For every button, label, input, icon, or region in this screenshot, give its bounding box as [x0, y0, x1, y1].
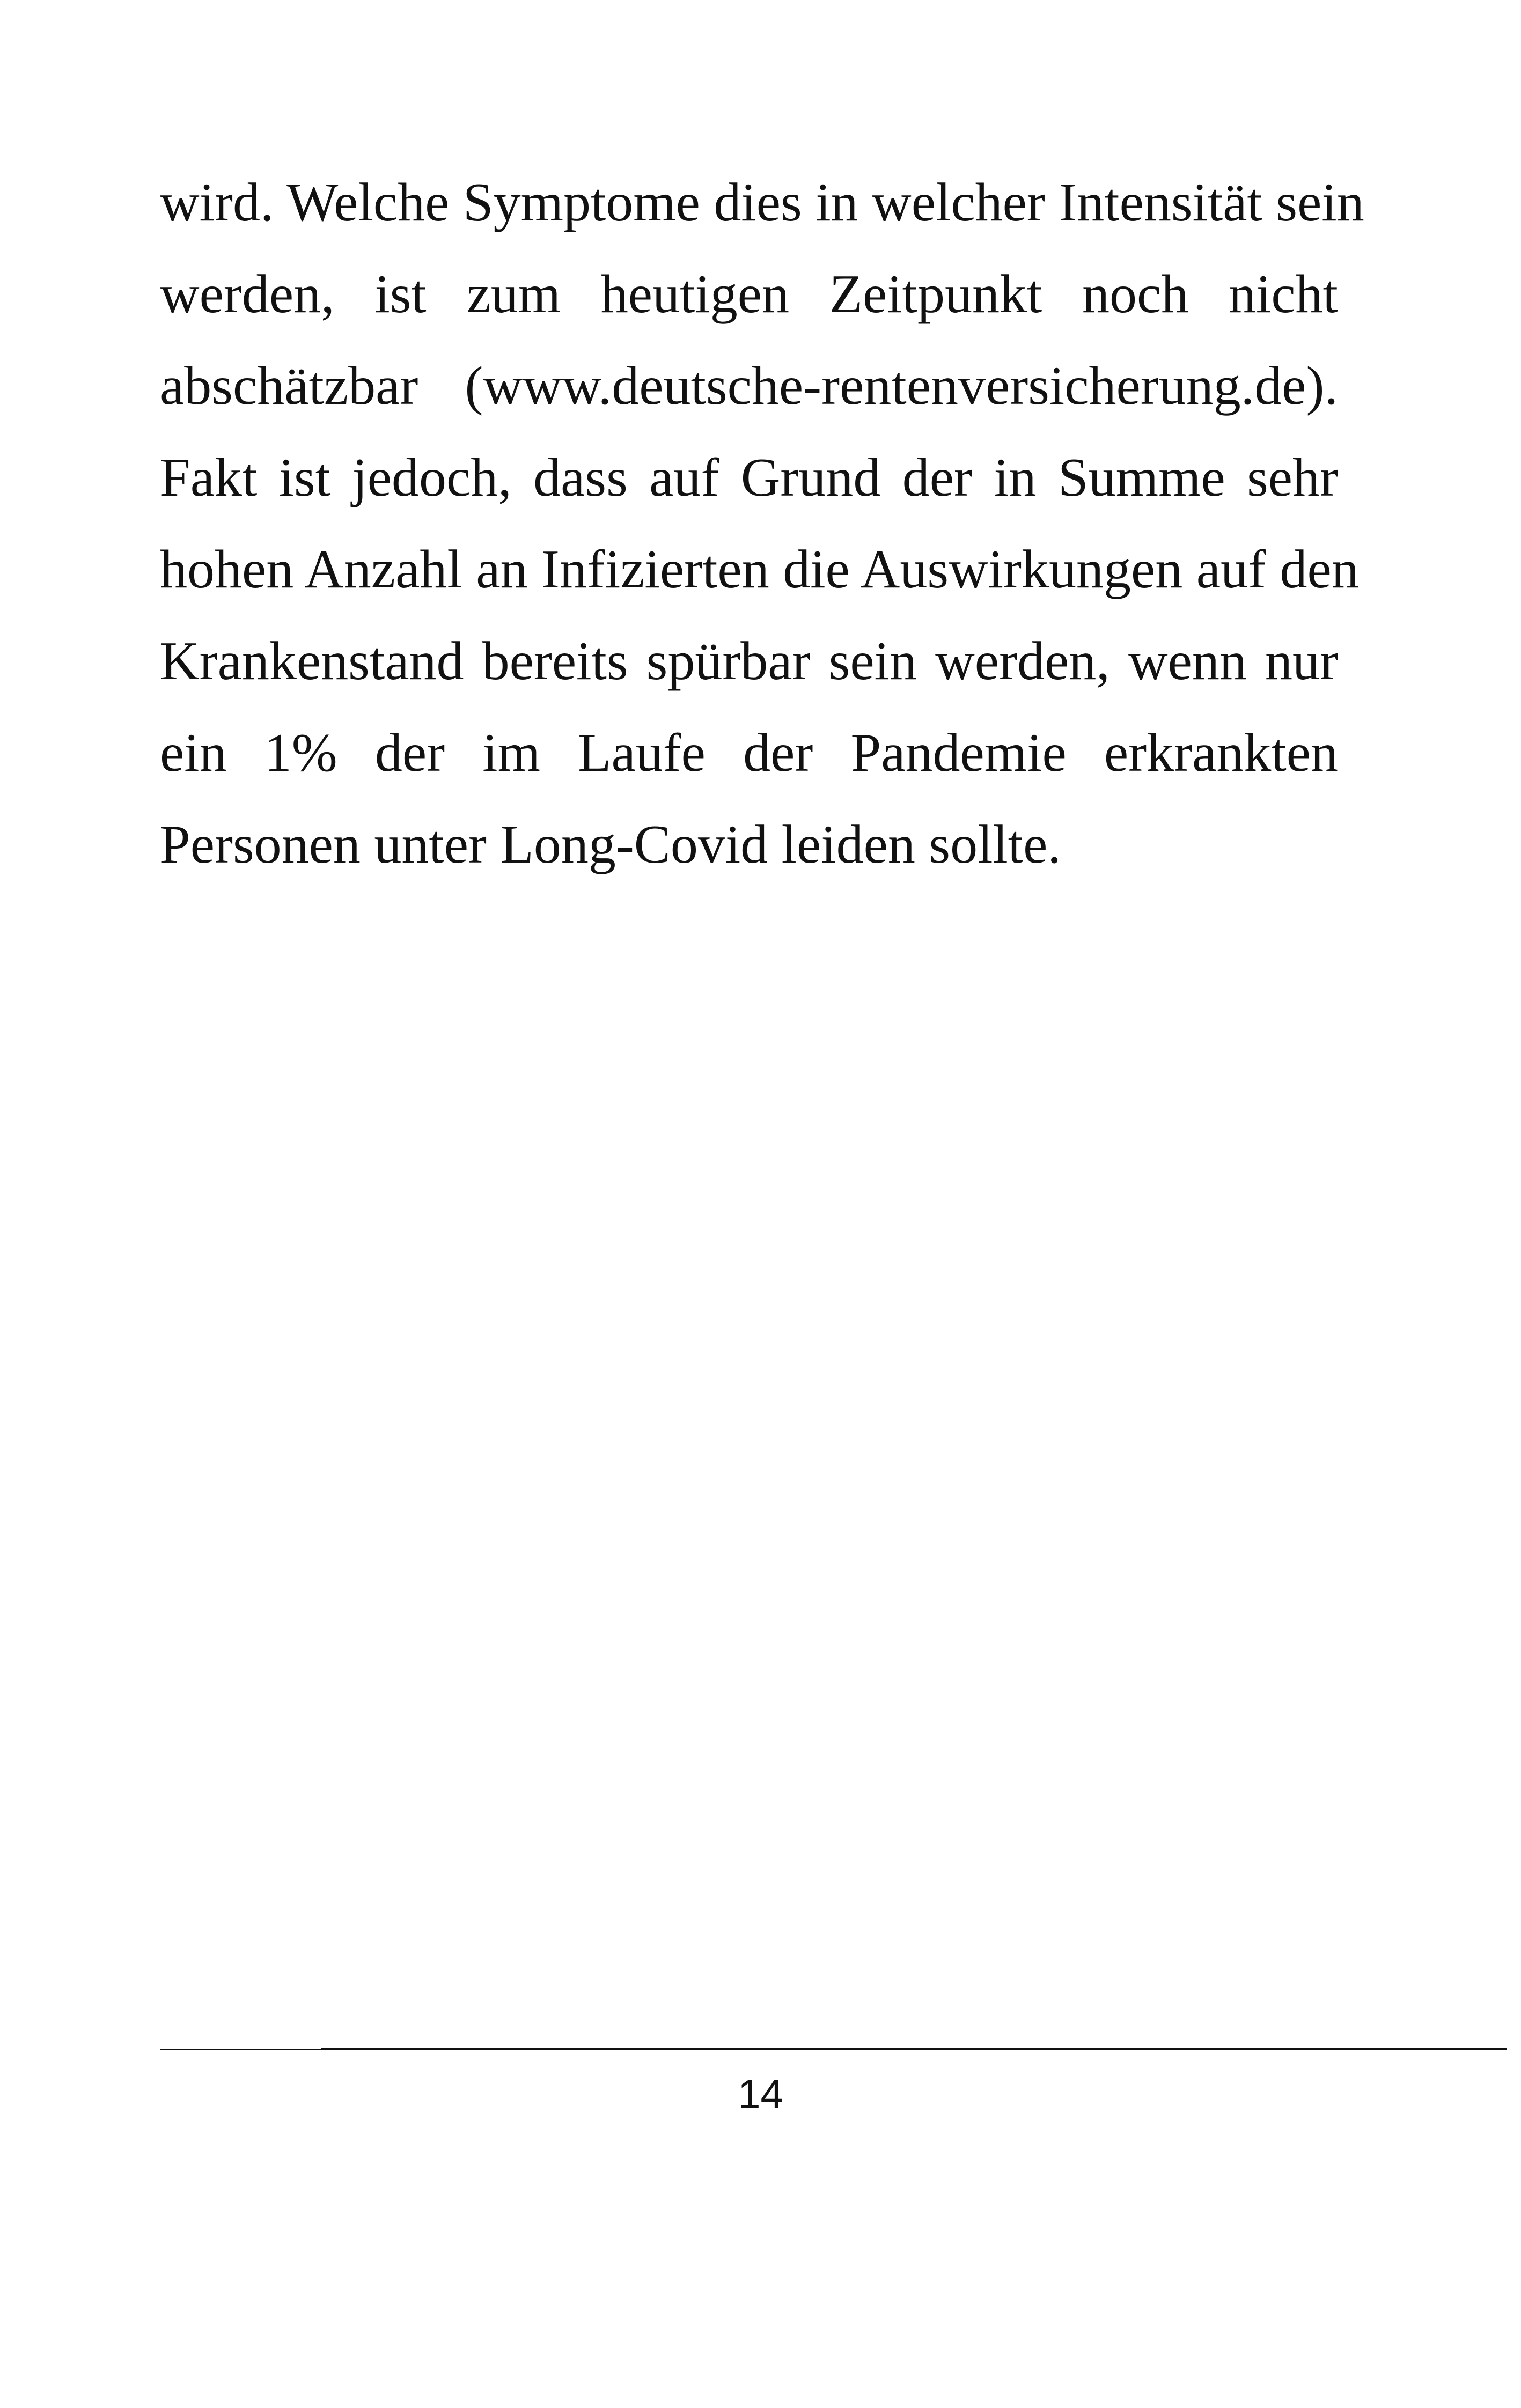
- text-line: wird. Welche Symptome dies in welcher Intensität sein: [160, 172, 1364, 233]
- text-line: Krankenstand bereits spürbar sein werden, wenn nur: [160, 631, 1338, 691]
- body-paragraph: [160, 157, 1364, 890]
- page-number: 14: [738, 2072, 783, 2117]
- footer-divider-taper: [160, 2048, 321, 2049]
- text-line: abschätzbar (www.deutsche-rentenversicherung.de).: [160, 356, 1338, 416]
- text-line: werden, ist zum heutigen Zeitpunkt noch nicht: [160, 264, 1338, 325]
- footer-divider: [160, 2048, 1507, 2050]
- text-line: Personen unter Long-Covid leiden sollte.: [160, 814, 1061, 875]
- text-line: hohen Anzahl an Infizierten die Auswirkungen auf den: [160, 539, 1359, 600]
- text-line: ein 1% der im Laufe der Pandemie erkrankten: [160, 723, 1338, 783]
- text-line: Fakt ist jedoch, dass auf Grund der in Summe sehr: [160, 447, 1338, 508]
